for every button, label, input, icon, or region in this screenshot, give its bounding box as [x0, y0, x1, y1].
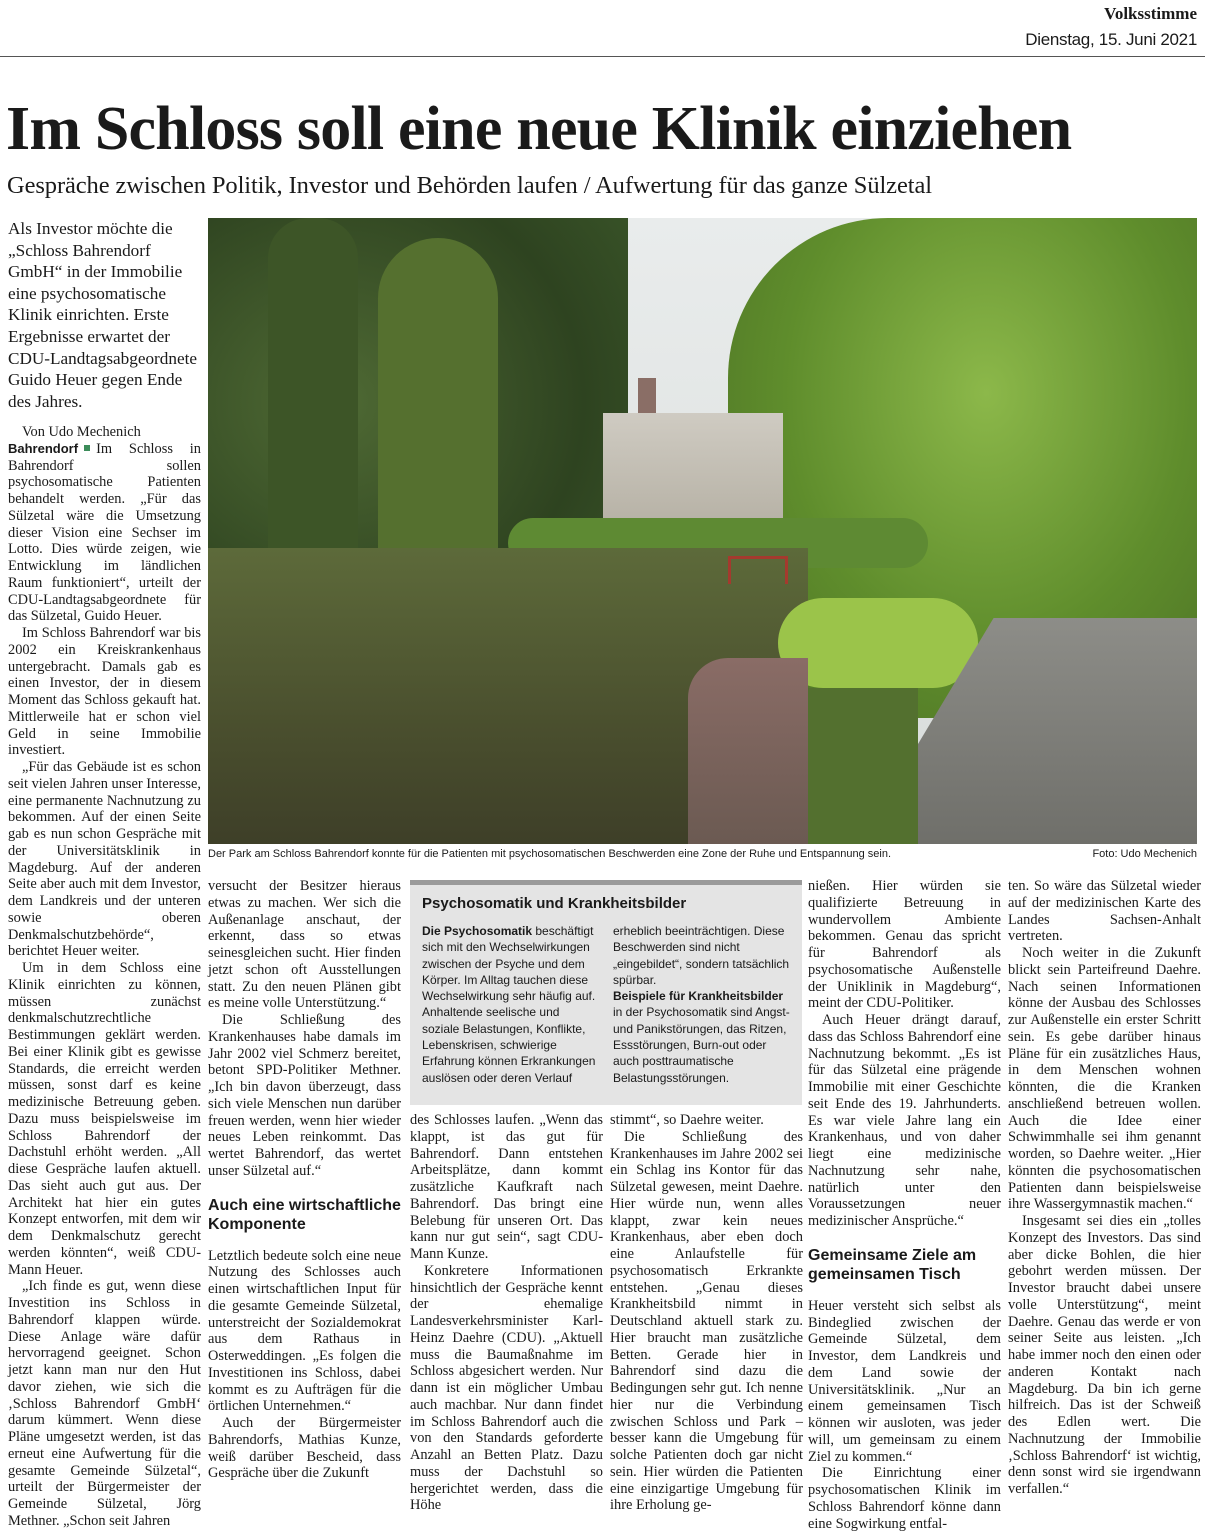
article-column-2 [208, 878, 401, 1500]
red-bridge [728, 556, 788, 584]
newspaper-name: Volksstimme [1104, 4, 1197, 23]
article-column-5 [808, 878, 1001, 1532]
paragraph: des Schlosses laufen. „Wenn das klappt, ist das gut für Bahrendorf. Dann entstehen Arbeitsplätze, dann kommt zusätzliche Kaufkraft nach Bahrendorf. Das bringt eine Belebung für unseren Ort. Das kann nur gut sein“, sagt CDU-Mann Kunze. [410, 1112, 603, 1262]
subheadline: Gespräche zwischen Politik, Investor und Behörden laufen / Aufwertung für das ganze Sülzetal [7, 172, 932, 199]
paragraph: Auch der Bürgermeister Bahrendorfs, Mathias Kunze, weiß darüber Bescheid, dass Gespräche über die Zukunft [208, 1415, 401, 1482]
article-photo [208, 218, 1197, 844]
paragraph: Im Schloss Bahrendorf war bis 2002 ein Kreiskrankenhaus untergebracht. Damals gab es einen Investor, der in diesem Moment das Schloss gekauft hat. Mittlerweile hat er schon viel Geld in seine Immobilie investiert. [8, 625, 201, 759]
photo-credit: Foto: Udo Mechenich [1092, 848, 1197, 860]
info-box-body: Die Psychosomatik beschäftigt sich mit den Wechselwirkungen zwischen der Psyche und dem Körper. Im Alltag tauchen diese Wechselwirkung sehr häufig auf. Anhaltende seelische und soziale Belastungen, Konflikte, Lebenskrisen, schwierige Erfahrung können Erkrankungen auslösen oder deren Verlauf erheblich beeinträchtigen. Diese Beschwerden sind nicht „eingebildet“, sondern tatsächlich spürbar. Beispiele für Krankheitsbilder in der Psychosomatik sind Angst- und Panikstörungen, das Ritzen, Essstörungen, Burn-out oder auch posttraumatische Belastungsstörungen. [422, 924, 790, 1085]
paragraph: versucht der Besitzer hieraus etwas zu machen. Wer sich die Außenanlage anschaut, der erkennt, dass so etwas seinesgleichen sucht. Hier finden jetzt schon oft Ausstellungen statt. Zu den neuen Plänen gibt es meine volle Unterstützung.“ [208, 878, 401, 1012]
paragraph: Insgesamt sei dies ein „tolles Konzept des Investors. Das sind aber dicke Bohlen, die hier gebohrt werden müssen. Der Investor braucht dabei unsere volle Unterstützung“, meint Daehre. Genau das werde er von seiner Seite aus leisten. „Ich habe immer noch den einen oder anderen Kontakt nach Magdeburg. Da bin ich gerne hilfreich. Das ist der Schweiß des Edlen wert. Die Nachnutzung der Immobilie ‚Schloss Bahrendorf‘ ist wichtig, denn sonst wird sie irgendwann verfallen.“ [1008, 1213, 1201, 1497]
paragraph: Heuer versteht sich selbst als Bindeglied zwischen der Gemeinde Sülzetal, dem Investor, dem Landkreis und dem Land sowie der Universitätsklinik. „Nur an einem gemeinsamen Tisch können wir ausloten, was jeder will, um gemeinsam zu einem Ziel zu kommen.“ [808, 1297, 1001, 1465]
intro-teaser: Als Investor möchte die „Schloss Bahrendorf GmbH“ in der Immobilie eine psychosomatische Klinik einrichten. Erste Ergebnisse erwartet der CDU-Landtagsabgeordnete Guido Heuer gegen Ende des Jahres. [8, 219, 197, 411]
byline: Von Udo Mechenich [22, 424, 141, 440]
photo-caption [208, 846, 1197, 862]
paragraph: „Ich finde es gut, wenn diese Investition ins Schloss in Bahrendorf klappen würde. Diese Anlage wäre dafür hervorragend geeignet. Schon jetzt kann man nur den Hut davor ziehen, wie sich die ‚Schloss Bahrendorf GmbH‘ darum kümmert. Wenn diese Pläne umgesetzt werden, ist das erneut eine Aufwertung für die gesamte Gemeinde Sülzetal“, urteilt der Bürgermeister der Gemeinde Sülzetal, Jörg Methner. „Schon seit Jahren [8, 1278, 201, 1529]
paragraph: Die Schließung des Krankenhauses im Jahre 2002 sei ein Schlag ins Kontor für das Sülzetal gewesen, meint Daehre. Hier würde nun, wenn alles klappt, zwar kein neues Krankenhaus, aber eben doch eine Anlaufstelle für psychosomatisch Erkrankte entstehen. „Genau dieses Krankheitsbild nimmt in Deutschland aktuell stark zu. Hier braucht man zusätzliche Betten. Gerade hier in Bahrendorf sind dazu die Bedingungen sehr gut. Ich nenne hier nur die Verbindung zwischen Schloss und Park – besser kann die Umgebung für solche Patienten doch gar nicht sein. Hier würden die Patienten eine einzigartige Umgebung für ihre Erholung ge- [610, 1128, 803, 1514]
issue-date: Dienstag, 15. Juni 2021 [1025, 30, 1197, 49]
paragraph: Bahrendorf Im Schloss in Bahrendorf sollen psychosomatische Patienten behandelt werden. „Für das Sülzetal wäre die Umsetzung dieser Vision eine Sechser im Lotto. Dies würde zeigen, wie Entwicklung im ländlichen Raum funktioniert“, urteilt der CDU-Landtagsabgeordnete für das Sülzetal, Guido Heuer. [8, 440, 201, 625]
paragraph: Auch Heuer drängt darauf, dass das Schloss Bahrendorf eine Nachnutzung bekommt. „Es ist für das Sülzetal eine prägende Immobilie mit einer Geschichte seit Ende des 19. Jahrhunderts. Es war viele Jahre lang ein Krankenhaus, und von daher liegt eine medizinische Nachnutzung sehr nahe, natürlich unter den Voraussetzungen neuer medizinischer Ansprüche.“ [808, 1012, 1001, 1229]
paragraph: Um in dem Schloss eine Klinik einrichten zu können, müssen zunächst denkmalschutzrechtliche Bestimmungen geklärt werden. Bei einer Klinik gibt es gewisse Standards, die erreicht werden müssen, sonst darf es keine medizinische Betreuung geben. Dazu muss beispielsweise im Schloss Bahrendorf der Dachstuhl erhöht werden. „All diese Gespräche laufen aktuell. Das sieht auch gut aus. Der Architekt hat hier ein gutes Konzept entworfen, mit dem wir dem Denkmalschutz gerecht werden könnten“, weiß CDU-Mann Heuer. [8, 960, 201, 1278]
headline: Im Schloss soll eine neue Klinik einziehen [6, 95, 1072, 163]
article-column-1 [8, 424, 202, 1529]
caption-text: Der Park am Schloss Bahrendorf konnte für die Patienten mit psychosomatischen Beschwerden eine Zone der Ruhe und Entspannung sein. [208, 848, 892, 860]
info-box-title: Psychosomatik und Krankheitsbilder [422, 895, 687, 912]
paragraph: Die Einrichtung einer psychosomatischen Klinik im Schloss Bahrendorf könne dann eine Sogwirkung entfal- [808, 1465, 1001, 1532]
section-subhead: Auch eine wirtschaftliche Komponente [208, 1196, 401, 1233]
paragraph: nießen. Hier würden sie qualifizierte Betreuung in wundervollem Ambiente bekommen. Genau das spricht für Bahrendorf als psychosomatische Außenstelle der Uniklinik in Magdeburg“, meint der CDU-Politiker. [808, 878, 1001, 1012]
masthead [1025, 4, 1197, 50]
info-box [410, 880, 802, 1105]
dateline-marker-icon [84, 445, 90, 451]
article-column-6 [1008, 878, 1201, 1500]
paragraph: Konkretere Informationen hinsichtlich der Gespräche kennt der ehemalige Landesverkehrsminister Karl-Heinz Daehre (CDU). „Aktuell muss die Baumaßnahme im Schloss abgesichert werden. Nur dann ist ein möglicher Umbau auch machbar. Nur dann findet im Schloss Bahrendorf auch die von den Standards geforderte Anzahl an Betten Platz. Dazu muss der Dachstuhl so hergerichtet werden, dass die Höhe [410, 1262, 603, 1514]
paragraph: Letztlich bedeute solch eine neue Nutzung des Schlosses auch einen wirtschaftlichen Input für die gesamte Gemeinde Sülzetal, unterstreicht der Sozialdemokrat aus dem Rathaus in Osterweddingen. „Es folgen die Investitionen ins Schloss, dabei kommt es zu Aufträgen für die örtlichen Unternehmen.“ [208, 1247, 401, 1415]
article-column-3 [410, 1112, 603, 1514]
paragraph: Noch weiter in die Zukunft blickt sein Parteifreund Daehre. Nach seinen Informationen könne der Ausbau des Schlosses zur Außenstelle ein erster Schritt sein. Es gebe darüber hinaus Pläne für ein zusätzliches Haus, in dem Menschen wohnen könnten, die die Kranken anschließend betreuen wollen. Auch die Idee einer Schwimmhalle sei ihm genannt worden, so Daehre weiter. „Hier könnten die psychosomatischen Patienten dann beispielsweise ihre Wassergymnastik machen.“ [1008, 945, 1201, 1213]
paragraph: ten. So wäre das Sülzetal wieder auf der medizinischen Karte des Landes Sachsen-Anhalt vertreten. [1008, 878, 1201, 945]
dateline: Bahrendorf [8, 440, 79, 456]
section-subhead: Gemeinsame Ziele am gemeinsamen Tisch [808, 1246, 977, 1283]
article-column-4 [610, 1112, 803, 1514]
paragraph: „Für das Gebäude ist es schon seit vielen Jahren unser Interesse, eine permanente Nachnutzung zu bekommen. Auf der einen Seite gab es nun schon Gespräche mit der Universitätsklinik in Magdeburg. Auf der anderen Seite aber auch mit dem Investor, dem Landkreis und der unteren sowie oberen Denkmalschutzbehörde“, berichtet Heuer weiter. [8, 759, 202, 960]
paragraph: Die Schließung des Krankenhauses habe damals im Jahr 2002 viel Schmerz bereitet, betont SPD-Politiker Methner. „Ich bin davon überzeugt, dass sich viele Menschen nun darüber freuen werden, wenn hier wieder neues Leben reinkommt. Das wertet Bahrendorf, das wertet unser Sülzetal auf.“ [208, 1012, 401, 1179]
paragraph: stimmt“, so Daehre weiter. [610, 1112, 764, 1128]
castle-building [603, 413, 783, 523]
header-divider [0, 56, 1205, 57]
